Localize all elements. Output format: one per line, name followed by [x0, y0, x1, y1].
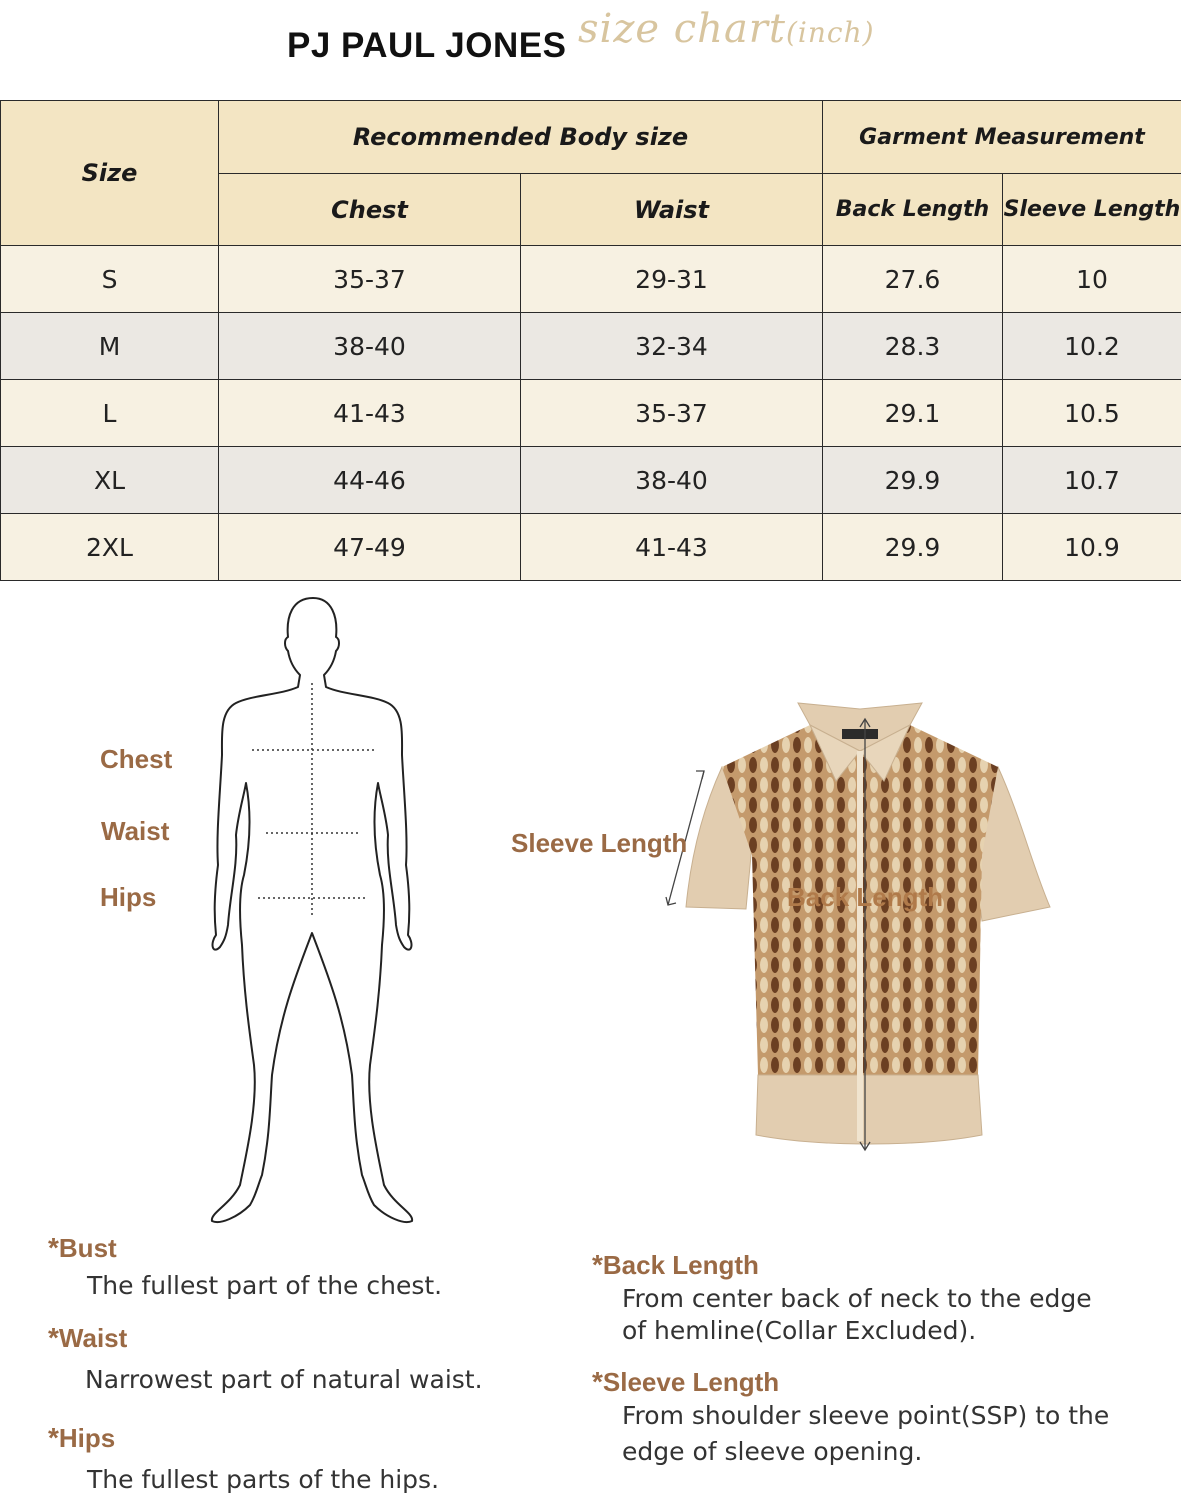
table-cell: 2XL [1, 514, 219, 581]
table-cell: 41-43 [219, 380, 521, 447]
table-cell: 10 [1003, 246, 1181, 313]
table-cell: 29.9 [823, 447, 1003, 514]
table-cell: 29-31 [521, 246, 823, 313]
note-star: * [592, 1366, 603, 1397]
note-title: Hips [58, 1423, 116, 1453]
chart-title-text: size chart [578, 6, 786, 52]
column-header-sleeve-length: Sleeve Length [1003, 174, 1181, 246]
note-title: Bust [58, 1233, 117, 1263]
note-title: Sleeve Length [602, 1367, 780, 1397]
note-description: of hemline(Collar Excluded). [622, 1316, 977, 1345]
note-star: * [48, 1422, 59, 1453]
shirt-label-back-length: Back Length [787, 882, 944, 912]
note-description: The fullest part of the chest. [87, 1271, 443, 1300]
table-cell: 29.1 [823, 380, 1003, 447]
table-cell: S [1, 246, 219, 313]
table-row [1, 313, 1181, 380]
table-cell: 35-37 [521, 380, 823, 447]
shirt-label-sleeve-length: Sleeve Length [511, 828, 688, 858]
table-cell: 29.9 [823, 514, 1003, 581]
shirt-illustration [660, 695, 1060, 1155]
table-row [1, 380, 1181, 447]
chart-unit: (inch) [786, 16, 875, 49]
table-cell: 10.5 [1003, 380, 1181, 447]
table-cell: 44-46 [219, 447, 521, 514]
table-cell: 10.2 [1003, 313, 1181, 380]
body-label-waist: Waist [101, 816, 170, 846]
size-header: Size [1, 101, 219, 246]
table-cell: M [1, 313, 219, 380]
note-star: * [48, 1232, 59, 1263]
table-cell: 10.7 [1003, 447, 1181, 514]
table-cell: 41-43 [521, 514, 823, 581]
note-description: From center back of neck to the edge [622, 1284, 1092, 1313]
column-header-waist: Waist [521, 174, 823, 246]
note-title: Waist [58, 1323, 128, 1353]
table-cell: 28.3 [823, 313, 1003, 380]
note-description: Narrowest part of natural waist. [85, 1365, 483, 1394]
note-bust [48, 1232, 442, 1302]
note-title: Back Length [602, 1250, 759, 1280]
note-hips [48, 1422, 439, 1496]
body-label-chest: Chest [100, 744, 173, 774]
brand-name: PJ PAUL JONES [287, 26, 567, 65]
group-header-body: Recommended Body size [219, 101, 823, 174]
table-cell: 47-49 [219, 514, 521, 581]
note-description: edge of sleeve opening. [622, 1437, 923, 1466]
table-cell: 38-40 [521, 447, 823, 514]
table-cell: 35-37 [219, 246, 521, 313]
column-header-back-length: Back Length [823, 174, 1003, 246]
table-row [1, 514, 1181, 581]
note-description: From shoulder sleeve point(SSP) to the [622, 1401, 1110, 1430]
note-star: * [48, 1322, 59, 1353]
table-cell: XL [1, 447, 219, 514]
column-header-chest: Chest [219, 174, 521, 246]
note-back-length [592, 1249, 1092, 1347]
note-description: The fullest parts of the hips. [87, 1465, 440, 1494]
note-sleeve-length [592, 1366, 1109, 1468]
chart-title [578, 6, 875, 52]
table-cell: 38-40 [219, 313, 521, 380]
body-silhouette-illustration [200, 595, 430, 1235]
size-table [0, 100, 1181, 581]
note-star: * [592, 1249, 603, 1280]
body-label-hips: Hips [100, 882, 157, 912]
group-header-garment: Garment Measurement [823, 101, 1181, 174]
table-cell: 32-34 [521, 313, 823, 380]
note-waist [48, 1322, 483, 1396]
table-cell: L [1, 380, 219, 447]
header [0, 0, 1181, 100]
table-row [1, 447, 1181, 514]
table-row [1, 246, 1181, 313]
table-cell: 10.9 [1003, 514, 1181, 581]
table-cell: 27.6 [823, 246, 1003, 313]
